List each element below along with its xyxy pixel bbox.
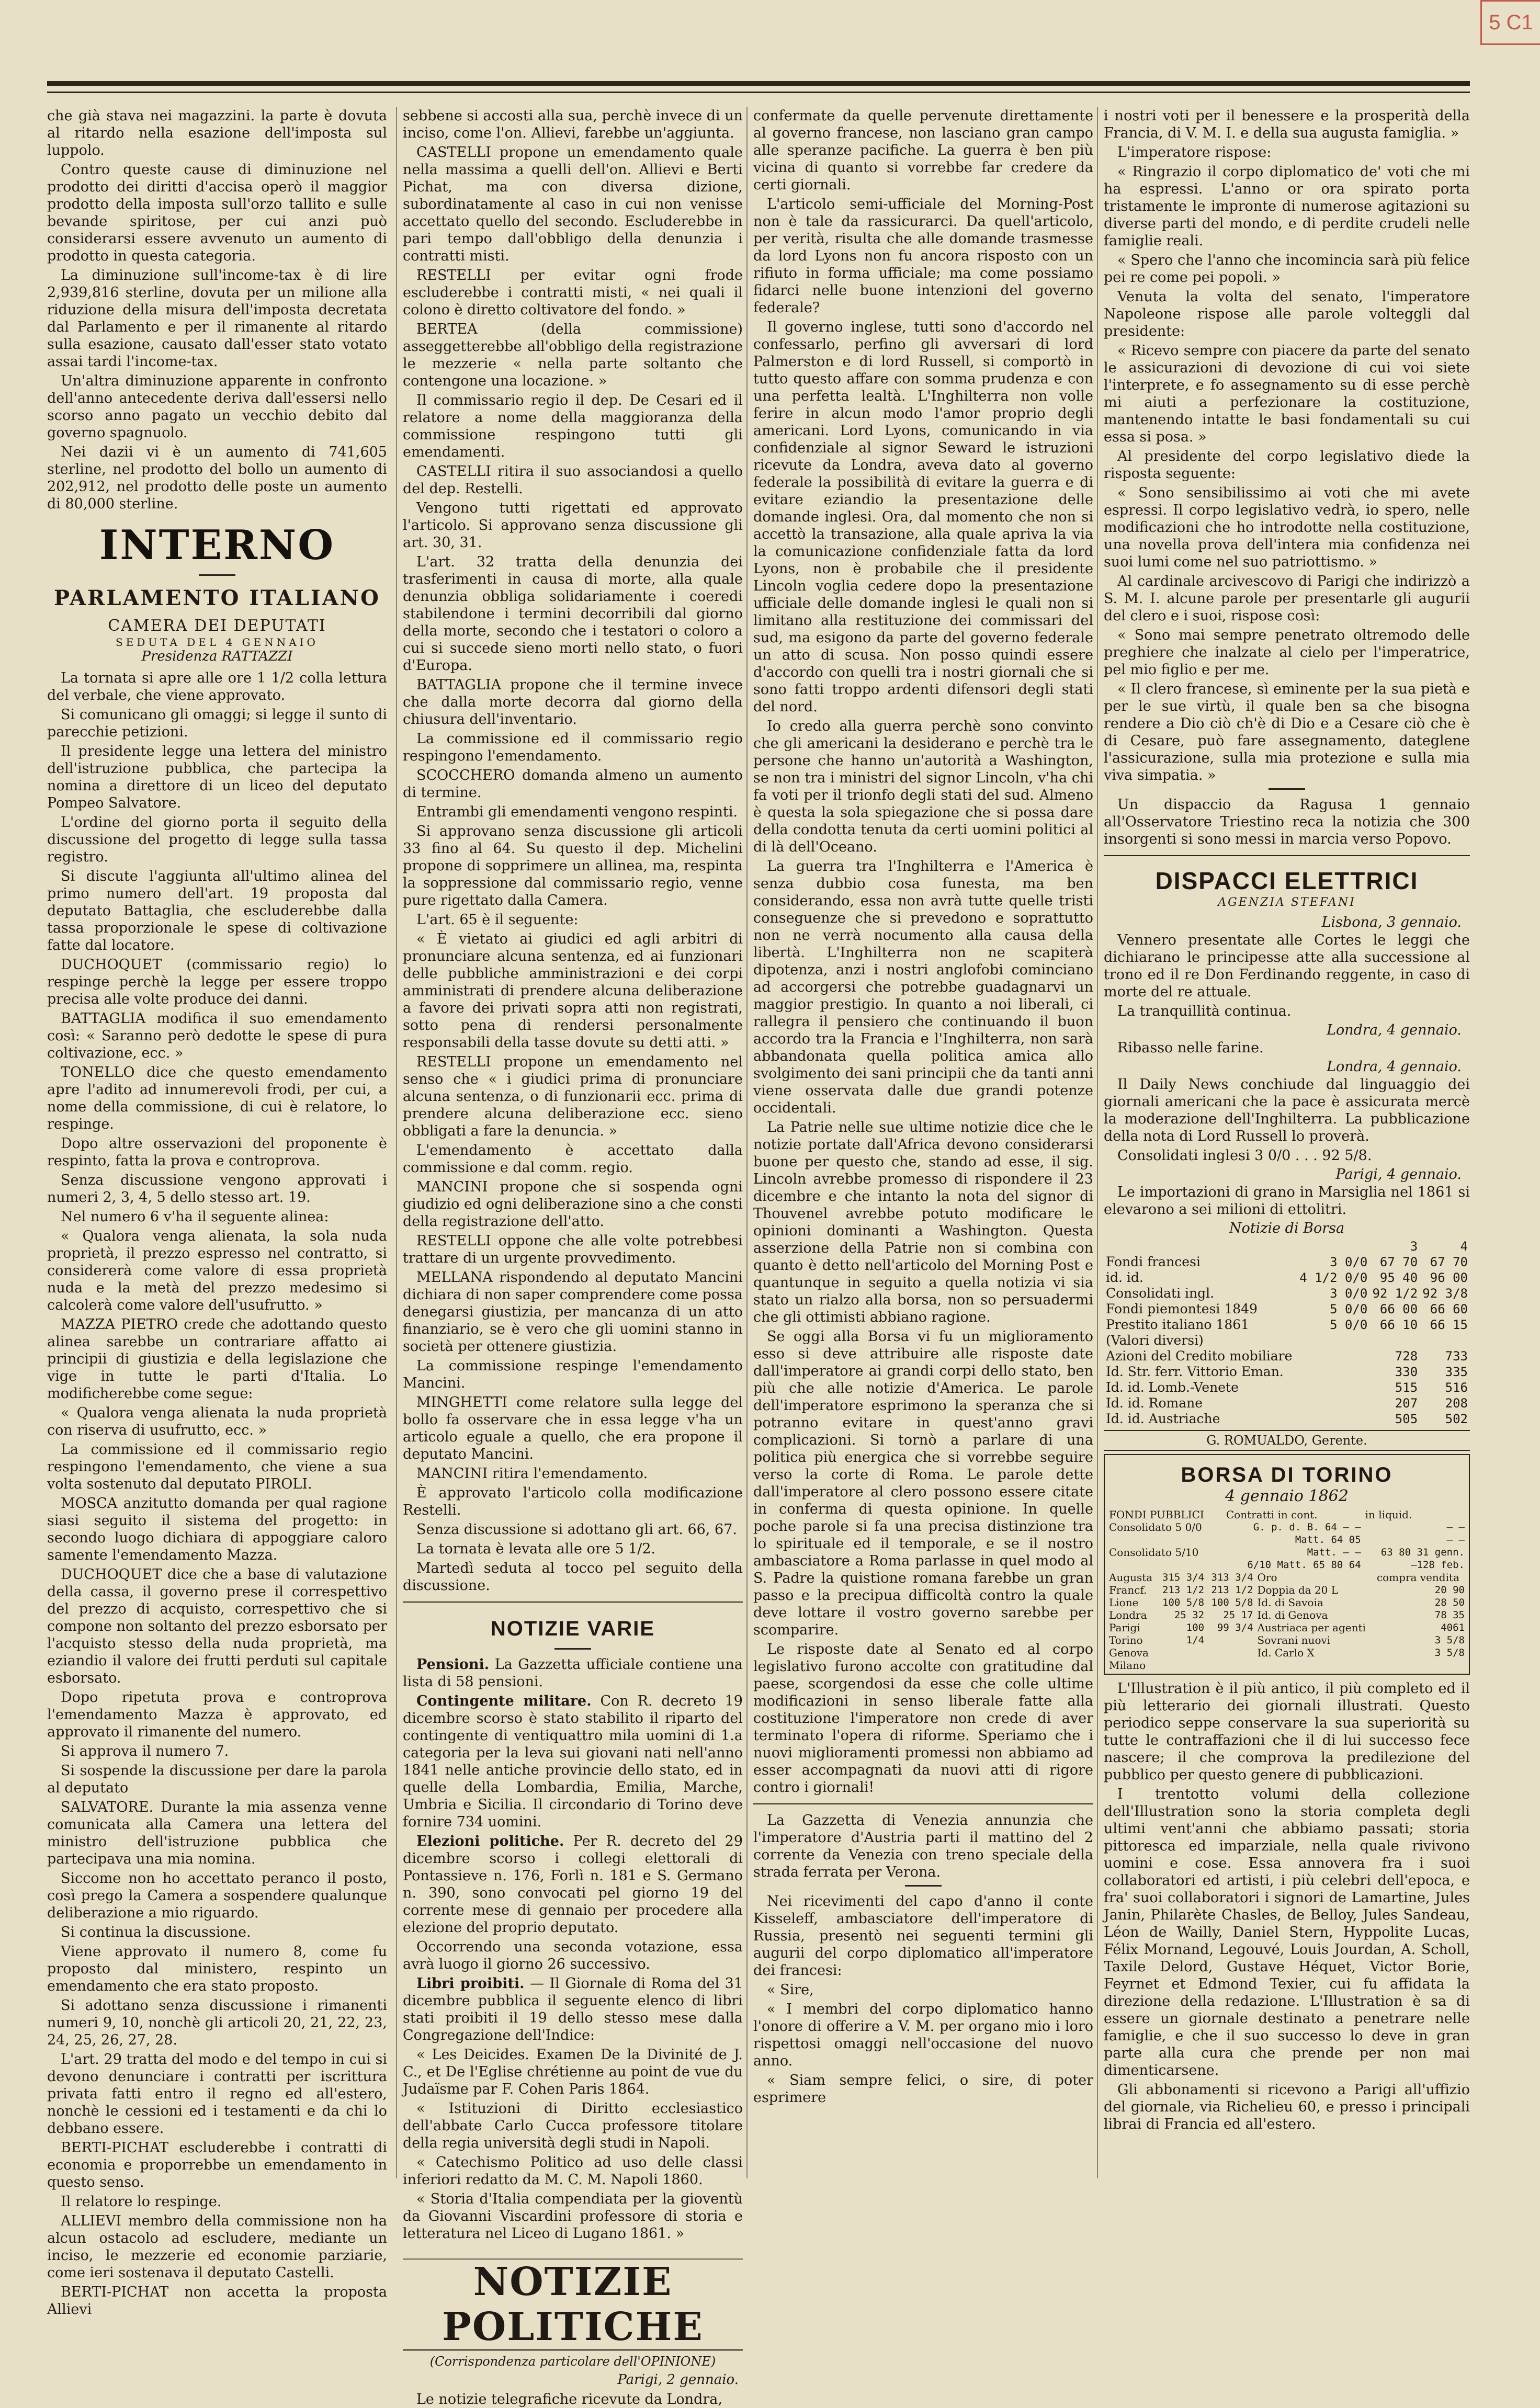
table-cell <box>1107 1559 1224 1571</box>
table-cell: 92 3/8 <box>1422 1286 1468 1301</box>
table-row <box>1104 1364 1470 1380</box>
paragraph: L'Illustration è il più antico, il più completo ed il più letterario dei giornali illustrati. Questo periodico seppe conservare la sua superiorità su tutte le contraffazioni che il di lui successo fece nascere; il che comprova la predilezione del pubblico per questo genere di pubblicazioni. <box>1104 1680 1470 1783</box>
table-cell: Torino <box>1109 1634 1143 1646</box>
paragraph: Nel numero 6 v'ha il seguente alinea: <box>61 1209 329 1225</box>
dateline: Londra, 4 gennaio. <box>1327 1059 1462 1075</box>
paragraph: SALVATORE. Durante la mia assenza venne comunicata alla Camera una lettera del ministro dell'istruzione pubblica che partecipava una mia nomina. <box>47 1799 387 1867</box>
heading-parlamento: PARLAMENTO ITALIANO <box>53 586 381 610</box>
table-row <box>1107 1646 1467 1659</box>
table-cell: 3 5/8 <box>1434 1634 1465 1646</box>
news-item <box>403 1693 743 1831</box>
correspondence-note: (Corrispondenza particolare dell'OPINIONE) <box>429 2354 716 2369</box>
table-cell: Id. di Savoia <box>1257 1596 1323 1609</box>
table-cell: 207 <box>1395 1396 1418 1411</box>
paragraph: La Patrie nelle sue ultime notizie dice che le notizie portate dall'Africa devono considerarsi buone per questo che, stando ad esse, il sig. Lincoln avrebbe promesso di rispondere il 23 dicembre e che intanto la nota del signor di Thouvenel avrebbe potuto modificare le opinioni dominanti a Washington. Questa asserzione della Patrie non si combina con quanto è detto nell'articolo del Morning Post e quantunque in seguito a quella notizia vi sia stato un rialzo alla borsa, non so persuadermi che gli ottimisti abbiano ragione. <box>753 1119 1093 1325</box>
paragraph: Si comunicano gli omaggi; si legge il sunto di parecchie petizioni. <box>47 707 387 740</box>
paragraph: « Ringrazio il corpo diplomatico de' voti che mi ha espressi. L'anno or ora spirato porta tristamente le impronte di numerose agitazioni su diverse parti del mondo, e di perdite crudeli nelle famiglie reali. <box>1104 164 1470 249</box>
dateline: Parigi, 4 gennaio. <box>1335 1166 1462 1183</box>
paragraph: Si discute l'aggiunta all'ultimo alinea del primo numero dell'art. 19 proposta dal deputato Battaglia, che escluderebbe dalla tassa proporzionale le spese di coltivazione fatte dal locatore. <box>47 868 387 953</box>
table-cell: 208 <box>1445 1396 1468 1411</box>
table-cell: (Valori diversi) <box>1106 1333 1204 1348</box>
paragraph: La tornata è levata alle ore 5 1/2. <box>416 1541 656 1557</box>
paragraph: Il relatore lo respinge. <box>61 2194 222 2210</box>
paragraph: Le notizie telegrafiche ricevute da Londra, <box>416 2391 722 2407</box>
table-row <box>1104 1301 1470 1317</box>
corner-mark: 5 C1 <box>1489 11 1533 34</box>
paragraph: che già stava nei magazzini. la parte è dovuta al ritardo nella esazione dell'imposta sul luppolo. <box>47 108 387 158</box>
news-text: — Il Giornale di Roma del 31 dicembre pubblica il seguente elenco di libri stati proibiti il 19 dello stesso mese dalla Congregazione dell'Indice: <box>403 1975 743 2043</box>
news-text: « Les Deicides. Examen De la Divinité de J. C., et De l'Eglise chrétienne au point de vue du Judaïsme par F. Cohen Paris 1864. <box>403 2047 743 2097</box>
paragraph: BATTAGLIA modifica il suo emendamento così: « Saranno però dedotte le spese di pura coltivazione, ecc. » <box>47 1010 387 1061</box>
paragraph: Gli abbonamenti si ricevono a Parigi all'uffizio del giornale, via Richelieu 60, e presso i principali librai di Francia ed all'estero. <box>1104 2082 1470 2132</box>
table-cell: 67 70 <box>1379 1255 1418 1269</box>
table-row <box>1107 1621 1467 1634</box>
paragraph: SCOCCHERO domanda almeno un aumento di termine. <box>403 767 743 801</box>
table-header-row <box>1104 1239 1470 1254</box>
paragraph: La tornata si apre alle ore 1 1/2 colla lettura del verbale, che viene approvato. <box>47 670 387 703</box>
news-lead: Contingente militare. <box>416 1693 592 1709</box>
paragraph: Entrambi gli emendamenti vengono respinti. <box>416 804 738 820</box>
news-item <box>403 1833 743 1936</box>
paragraph: Si approva il numero 7. <box>61 1743 229 1759</box>
table-cell: Consolidato 5/10 <box>1109 1546 1199 1559</box>
table-header-row <box>1107 1508 1467 1521</box>
table-cell: 67 70 <box>1430 1255 1468 1269</box>
paragraph: DUCHOQUET dice che a base di valutazione della cassa, il governo prese il correspettivo del prezzo di acquisto, correspettivo che si compone non soltanto del prezzo esborsato per l'acquisto stesso della nuda proprietà, ma eziandio il valore dei frutti perduti sul capitale esborsato. <box>47 1566 387 1686</box>
paragraph: « Siam sempre felici, o sire, di poter esprimere <box>753 2072 1093 2106</box>
table-cell: 315 3/4 <box>1162 1572 1205 1583</box>
table-cell: 66 15 <box>1430 1317 1468 1332</box>
table-cell <box>1206 1659 1255 1672</box>
paragraph: Nei dazii vi è un aumento di 741,605 sterline, nel prodotto del bollo un aumento di 202,912, nel prodotto delle poste un aumento di 80,000 sterline. <box>47 444 387 512</box>
dateline: Londra, 4 gennaio. <box>1327 1022 1462 1038</box>
table-cell: Austriaca per agenti <box>1257 1621 1366 1634</box>
dateline: Lisbona, 3 gennaio. <box>1321 914 1462 930</box>
stock-table <box>1104 1239 1470 1427</box>
paragraph: Al cardinale arcivescovo di Parigi che indirizzò a S. M. I. alcune parole per presentarle gli augurii del clero e i suoi, rispose così: <box>1104 573 1470 624</box>
paragraph: Il commissario regio il dep. De Cesari ed il relatore a nome della maggioranza della commissione respingono tutti gli emendamenti. <box>403 392 743 460</box>
table-cell: 505 <box>1395 1412 1418 1426</box>
table-header: Contratti in cont. <box>1226 1508 1318 1521</box>
news-text: La Gazzetta ufficiale contiene una lista di 58 pensioni. <box>403 1656 743 1690</box>
divider <box>554 1648 591 1650</box>
table-cell: 25 17 <box>1223 1609 1253 1621</box>
paragraph: Se oggi alla Borsa vi fu un miglioramento esso si deve attribuire alle risposte date dall'imperatore ai grandi corpi dello stato, ben più che alle notizie d'America. Le parole dell'imperatore esprimono la speranza che si potranno evitare in quest'anno gravi complicazioni. Si tornò a parlare di una politica più energica che si vorrebbe seguire verso la corte di Roma. Le parole dette dall'imperatore al clero possono essere citate in conferma di questa opinione. In quelle poche parole si fa una precisa distinzione tra lo spirituale ed il temporale, e se il nostro ambasciatore a Roma parlasse in quel modo al S. Padre la quistione romana farebbe un gran passo e la precipua difficoltà contro la quale deve lottare il vostro governo sarebbe per scomparire. <box>753 1328 1093 1638</box>
borsa-notes-heading: Notizie di Borsa <box>1229 1220 1345 1236</box>
paragraph: Dopo ripetuta prova e controprova l'emendamento Mazza è approvato, ed approvato il rimanente del numero. <box>47 1689 387 1740</box>
column-1 <box>47 107 387 2318</box>
table-cell: Id. Carlo X <box>1257 1646 1315 1659</box>
table-row <box>1104 1395 1470 1411</box>
table-row <box>1104 1270 1470 1286</box>
paragraph: Contro queste cause di diminuzione nel prodotto dei diritti d'accisa operò il maggior prodotto della imposta sull'orzo tallito e sulle bevande spiritose, per cui anzi può considerarsi essere avvenuto un aumento di prodotto in questa categoria. <box>47 162 387 264</box>
table-cell: Genova <box>1109 1646 1149 1659</box>
table-header: 4 <box>1460 1239 1468 1254</box>
paragraph: Venuta la volta del senato, l'imperatore Napoleone rispose alle parole volteggli dal presidente: <box>1104 289 1470 339</box>
table-cell <box>1107 1534 1224 1546</box>
table-cell: id. id. <box>1106 1270 1143 1285</box>
borsa-torino-box <box>1104 1454 1470 1675</box>
table-cell <box>1206 1634 1255 1646</box>
paragraph: L'ordine del giorno porta il seguito della discussione del progetto di legge sulla tassa registro. <box>47 814 387 865</box>
paragraph: i nostri voti per il benessere e la prosperità della Francia, di V. M. I. e della sua augusta famiglia. » <box>1104 108 1470 141</box>
table-cell <box>1297 1395 1370 1411</box>
table-cell: 213 1/2 <box>1162 1584 1205 1596</box>
table-cell: 1/4 <box>1186 1634 1205 1646</box>
table-cell: 213 1/2 <box>1211 1584 1253 1596</box>
news-text: « Catechismo Politico ad uso delle classi inferiori redatto da M. C. M. Napoli 1860. <box>403 2154 743 2188</box>
corner-stamp <box>1480 0 1540 45</box>
paragraph: L'art. 29 tratta del modo e del tempo in cui si devono denunciare i contratti per iscrittura privata fatti entro il regno ed all'estero, nonchè le cessioni ed i testamenti e da chi lo debbano essere. <box>47 2051 387 2137</box>
table-row <box>1104 1254 1470 1270</box>
paragraph: La commissione respinge l'emendamento Mancini. <box>403 1358 743 1391</box>
table-cell: 25 32 <box>1174 1609 1205 1621</box>
table-cell: 3 0/0 <box>1330 1255 1368 1269</box>
paragraph: TONELLO dice che questo emendamento apre l'adito ad innumerevoli frodi, per cui, a nome della commissione, di cui è relatore, lo respinge. <box>47 1064 387 1132</box>
table-cell <box>1297 1380 1370 1395</box>
table-cell: 66 60 <box>1430 1302 1468 1316</box>
table-row <box>1107 1521 1467 1534</box>
table-cell <box>1206 1646 1255 1659</box>
table-cell: 100 5/8 <box>1162 1597 1205 1608</box>
paragraph: BERTI-PICHAT non accetta la proposta Allievi <box>47 2284 387 2318</box>
paragraph: CASTELLI ritira il suo associandosi a quello del dep. Restelli. <box>403 463 743 497</box>
table-cell: Id. id. Romane <box>1106 1395 1203 1411</box>
paragraph: L'imperatore rispose: <box>1117 144 1272 161</box>
table-cell: 28 50 <box>1434 1597 1465 1608</box>
paragraph: L'emendamento è accettato dalla commissione e dal comm. regio. <box>403 1142 743 1176</box>
table-cell: Matt. 64 05 <box>1295 1534 1361 1546</box>
paragraph: Siccome non ho accettato peranco il posto, così prego la Camera a sospendere qualunque deliberazione a mio riguardo. <box>47 1870 387 1921</box>
table-row <box>1107 1534 1467 1546</box>
paragraph: ALLIEVI membro della commissione non ha alcun ostacolo ad escludere, mediante un inciso, le mezzerie ed economie parziarie, come ieri sostenava il deputato Castelli. <box>47 2213 387 2281</box>
table-cell: —128 feb. <box>1411 1559 1465 1571</box>
news-lead: Pensioni. <box>416 1656 490 1673</box>
table-cell: Lione <box>1109 1596 1139 1609</box>
paragraph: MAZZA PIETRO crede che adottando questo alinea sarebbe un contrariare affatto ai principii di giustizia e della legislazione che vige in tutte le parti d'Italia. Lo modificherebbe come segue: <box>47 1316 387 1402</box>
paragraph: DUCHOQUET (commissario regio) lo respinge perchè la legge per essere troppo precisa alle volte produce dei danni. <box>47 957 387 1007</box>
paragraph: La commissione ed il commissario regio respingono l'emendamento, che viene a sua volta sostenuto dal deputato PIROLI. <box>47 1441 387 1492</box>
divider <box>753 1803 1093 1804</box>
paragraph: « I membri del corpo diplomatico hanno l'onore di offerire a V. M. per organo mio i loro rispettosi omaggi nell'occasione del nuovo anno. <box>753 2001 1093 2069</box>
news-text: « Storia d'Italia compendiata per la gioventù da Giovanni Viscardini professore di storia e letteratura nel Liceo di Lugano 1861. » <box>403 2191 743 2242</box>
news-text: « Istituzioni di Diritto ecclesiastico dell'abbate Carlo Cucca professore titolare della regia università degli studi in Napoli. <box>403 2100 743 2151</box>
table-cell: 100 <box>1186 1622 1205 1633</box>
table-cell: 335 <box>1445 1365 1468 1379</box>
paragraph: La diminuzione sull'income-tax è di lire 2,939,816 sterline, dovuta per un milione alla riduzione della misura dell'imposta decretata dal Parlamento e per il rimanente al ritardo sulla esazione, causato dall'esser stato votato assai tardi l'income-tax. <box>47 267 387 370</box>
table-row <box>1107 1571 1467 1584</box>
paragraph: « Qualora venga alienata, la sola nuda proprietà, il prezzo espresso nel contratto, si considererà come valore di essa proprietà nuda e la metà del prezzo medesimo si calcolerà come valore dell'usufrutto. » <box>47 1228 387 1313</box>
paragraph: BERTEA (della commissione) asseggetterebbe all'obbligo della registrazione le mezzerie « nella parte soltanto che contengone una locazione. » <box>403 321 743 389</box>
news-item <box>403 1656 743 1690</box>
table-cell <box>1297 1411 1370 1427</box>
column-separator <box>1097 107 1098 2178</box>
table-cell: 330 <box>1395 1365 1418 1379</box>
table-header: in liquid. <box>1365 1508 1412 1521</box>
paragraph: La guerra tra l'Inghilterra e l'America è senza dubbio cosa funesta, ma ben considerando, essa non avrà tutte quelle tristi conseguenze che si prevedono e soprattutto non ne verrà nocumento alla causa della libertà. L'Inghilterra non ne scapiterà dipotenza, anzi i nostri anglofobi cominciano ad accorgersi che potrebbe guadagnarvi un maggior prestigio. In quanto a noi liberali, ci rallegra il pensiero che continuando il buon accordo tra la Francia e l'Inghilterra, non sarà abbandonata quella politica amica allo svolgimento dei sani principii che da tanti anni viene osservata dalle due grandi potenze occidentali. <box>753 858 1093 1116</box>
divider <box>403 1601 743 1603</box>
table-cell: 728 <box>1395 1349 1418 1364</box>
table-cell <box>1158 1646 1206 1659</box>
table-cell: 66 10 <box>1379 1317 1418 1332</box>
paragraph: Il presidente legge una lettera del ministro dell'istruzione pubblica, che partecipa la nomina a direttore di un liceo del deputato Pompeo Salvatore. <box>47 743 387 811</box>
table-cell: 95 40 <box>1379 1270 1418 1285</box>
table-cell: Sovrani nuovi <box>1257 1634 1331 1646</box>
paragraph: « Ricevo sempre con piacere da parte del senato le assicurazioni di devozione di cui voi siete l'interprete, e fo assegnamento su di esse perchè mi aiuti a perfezionare la costituzione, mantenendo intatte le basi fondamentali su cui essa si posa. » <box>1104 343 1470 445</box>
paragraph: Le importazioni di grano in Marsiglia nel 1861 si elevarono a sei milioni di ettolitri. <box>1104 1184 1470 1218</box>
table-cell: Londra <box>1109 1609 1147 1621</box>
table-cell: 516 <box>1445 1380 1468 1395</box>
table-row <box>1107 1596 1467 1609</box>
paragraph: L'art. 65 è il seguente: <box>416 912 579 928</box>
table-row <box>1104 1411 1470 1427</box>
table-cell: Id. Str. ferr. Vittorio Eman. <box>1106 1364 1284 1379</box>
news-item <box>403 2154 743 2188</box>
paragraph: « È vietato ai giudici ed agli arbitri di pronunciare alcuna sentenza, ed ai funzionari delle pubbliche amministrazioni e dei corpi amministrati di prendere alcuna deliberazione a favore dei privati sopra atti non registrati, sotto pena di rendersi personalmente responsabili della tasse dovute su detti atti. » <box>403 931 743 1051</box>
table-cell: 100 5/8 <box>1211 1597 1253 1608</box>
paragraph: MINGHETTI come relatore sulla legge del bollo fa osservare che in essa legge v'ha un articolo eguale a quello, che era propone il deputato Mancini. <box>403 1394 743 1462</box>
news-item <box>403 2190 743 2242</box>
table-cell: 6/10 Matt. 65 80 64 <box>1247 1559 1361 1571</box>
paragraph: RESTELLI per evitar ogni frode escluderebbe i contratti misti, « nei quali il colono è diretto coltivatore del fondo. » <box>403 267 743 318</box>
paragraph: Vengono tutti rigettati ed approvato l'articolo. Si approvano senza discussione gli art. 30, 31. <box>403 500 743 551</box>
paragraph: MELLANA rispondendo al deputato Mancini dichiara di non saper comprendere come possa denegarsi giustizia, per mancanza di un atto finanziario, se è vero che gli uomini stanno in società per ottenere giustizia. <box>403 1269 743 1355</box>
paragraph: Un dispaccio da Ragusa 1 gennaio all'Osservatore Triestino reca la notizia che 300 insorgenti si sono messi in marcia verso Popovo. <box>1104 797 1470 847</box>
divider <box>905 1885 942 1887</box>
paragraph: Un'altra diminuzione apparente in confronto dell'anno antecedente deriva dall'essersi nello scorso anno pagato un vecchio debito dal governo spagnuolo. <box>47 373 387 441</box>
paragraph: « Sire, <box>767 1982 814 1998</box>
table-cell: 20 90 <box>1434 1584 1465 1596</box>
table-cell: Fondi piemontesi 1849 <box>1106 1301 1258 1316</box>
table-cell: 96 00 <box>1430 1270 1468 1285</box>
paragraph: RESTELLI oppone che alle volte potrebbesi trattare di un urgente provvedimento. <box>403 1233 743 1266</box>
table-row <box>1107 1546 1467 1559</box>
news-lead: Elezioni politiche. <box>416 1833 564 1849</box>
paragraph: Le risposte date al Senato ed al corpo legislativo furono accolte con gratitudine dal paese, scorgendosi da esse che colle ultime modificazioni in senso liberale fatte alla costituzione l'imperatore non crede di aver terminato l'opera di riforme. Speriamo che i nuovi miglioramenti promessi non abbiamo ad esser accompagnati da nuovi atti di rigore contro i giornali! <box>753 1641 1093 1796</box>
table-cell: — — <box>1446 1534 1465 1546</box>
fondi-table <box>1107 1508 1467 1571</box>
paragraph: « Qualora venga alienata la nuda proprietà con riserva di usufrutto, ecc. » <box>47 1405 387 1438</box>
table-row <box>1104 1286 1470 1301</box>
table-cell: 4 1/2 0/0 <box>1299 1270 1368 1285</box>
table-cell <box>1158 1659 1206 1672</box>
table-cell: 502 <box>1445 1412 1468 1426</box>
table-cell: 63 80 31 genn. <box>1380 1547 1465 1558</box>
table-cell <box>1369 1333 1420 1348</box>
table-cell: — — <box>1446 1521 1465 1533</box>
paragraph: confermate da quelle pervenute direttamente al governo francese, non lasciano gran campo alle speranze pacifiche. La guerra è ben più vicina di quanto si vorrebbe far credere da certi giornali. <box>753 108 1093 193</box>
table-cell: 78 35 <box>1434 1609 1465 1621</box>
table-cell: 4061 <box>1441 1622 1465 1633</box>
paragraph: « Sono mai sempre penetrato oltremodo delle preghiere che inalzate al cielo per l'imperatrice, pel mio figlio e per me. <box>1104 627 1470 678</box>
divider <box>1104 855 1470 856</box>
table-row <box>1104 1348 1470 1364</box>
table-cell: 515 <box>1395 1380 1418 1395</box>
table-cell: Francf. <box>1109 1584 1147 1596</box>
paragraph: I trentotto volumi della collezione dell'Illustration sono la storia completa degli ultimi vent'anni che abbiamo passati; storia pittoresca ed imparziale, nella quale rivivono uomini e cose. Essa annovera fra i suoi collaboratori ed artisti, i più celebri dell'epoca, e fra' suoi collaboratori i signori de Lamartine, Jules Janin, Philarète Chasles, de Belloy, Jules Sandeau, Léon de Wailly, Daniel Stern, Hyppolite Lucas, Félix Mornand, Legouvé, Louis Jourdan, A. Scholl, Taxile Delord, Gustave Héquet, Victor Borie, Feyrnet et Edmond Texier, cui fu affidata la direzione della redazione. L'Illustration è sa di essere un giornale destinato a penetrare nelle famiglie, e che il suo successo lo deve in gran parte alla cura che prende per non mai dimenticarsene. <box>1104 1786 1470 2078</box>
column-separator <box>746 107 748 2178</box>
paragraph: Il Daily News conchiude dal linguaggio dei giornali americani che la pace è assicurata mercè la moderazione dell'Inghilterra. La pubblicazione della nota di Lord Russell lo proverà. <box>1104 1076 1470 1144</box>
table-cell: 92 1/2 <box>1372 1286 1418 1301</box>
seduta-date: SEDUTA DEL 4 GENNAIO <box>116 636 319 649</box>
gerente-signature: G. ROMUALDO, Gerente. <box>1104 1430 1470 1451</box>
paragraph: Nei ricevimenti del capo d'anno il conte Kisseleff, ambasciatore dell'imperatore di Russia, presentò nei seguenti termini gli augurii del corpo diplomatico all'imperatore dei francesi: <box>753 1893 1093 1979</box>
table-cell: 733 <box>1445 1349 1468 1364</box>
paragraph: La commissione ed il commissario regio respingono l'emendamento. <box>403 731 743 764</box>
table-cell: compra vendita <box>1376 1571 1459 1584</box>
table-cell: Azioni del Credito mobiliare <box>1106 1348 1293 1364</box>
paragraph: Consolidati inglesi 3 0/0 . . . 92 5/8. <box>1117 1148 1372 1164</box>
paragraph: L'articolo semi-ufficiale del Morning-Post non è tale da rassicurarci. Da quell'articolo, per verità, risulta che alle domande trasmesse da lord Lyons non fu ancora risposto con un rifiuto in forma ufficiale; ma come possiamo fidarci nelle buone intenzioni del governo federale? <box>753 196 1093 316</box>
paragraph: « Spero che l'anno che incomincia sarà più felice pei re come pei popoli. » <box>1104 252 1470 286</box>
news-text: Con R. decreto 19 dicembre scorso è stato stabilito il riparto del contingente di ventiquattro mila uomini di 1.a categoria per la leva sui giovani nati nell'anno 1841 nelle antiche provincie dello stato, ed in quelle della Lombardia, Emilia, Marche, Umbria e Sicilia. Il circondario di Torino deve fornire 734 uomini. <box>403 1693 743 1830</box>
table-cell: Id. id. Lomb.-Venete <box>1106 1380 1239 1395</box>
heading-borsa-torino: BORSA DI TORINO <box>1181 1463 1393 1486</box>
table-row <box>1104 1333 1470 1348</box>
table-cell <box>1375 1659 1467 1672</box>
heading-camera: CAMERA DEI DEPUTATI <box>108 617 326 635</box>
paragraph: Si sospende la discussione per dare la parola al deputato <box>47 1763 387 1796</box>
cambi-table <box>1107 1571 1467 1672</box>
table-cell <box>1104 1239 1297 1254</box>
paragraph: Senza discussione vengono approvati i numeri 2, 3, 4, 5 dello stesso art. 19. <box>47 1172 387 1206</box>
paragraph: Ribasso nelle farine. <box>1117 1040 1264 1056</box>
news-item <box>403 2046 743 2098</box>
top-rule-thin <box>47 92 1470 93</box>
news-item <box>403 2100 743 2152</box>
paragraph: Martedì seduta al tocco pel seguito della discussione. <box>403 1560 743 1594</box>
table-cell: Id. di Genova <box>1257 1609 1328 1621</box>
paragraph: Si continua la discussione. <box>61 1924 251 1940</box>
table-cell: G. p. d. B. 64 — — <box>1253 1521 1361 1533</box>
presidenza: Presidenza RATTAZZI <box>141 649 293 664</box>
agency-name: AGENZIA STEFANI <box>1218 896 1356 909</box>
paragraph: Al presidente del corpo legislativo diede la risposta seguente: <box>1104 448 1470 482</box>
table-cell: Fondi francesi <box>1106 1254 1201 1269</box>
table-cell: 3 5/8 <box>1434 1647 1465 1659</box>
paragraph: MOSCA anzitutto domanda per qual ragione siasi seguito il sistema del progetto: in secondo luogo dichiara di appoggiare caloro samente l'emendamento Mazza. <box>47 1495 387 1563</box>
heading-dispacci-elettrici: DISPACCI ELETTRICI <box>1155 867 1419 894</box>
top-rule <box>47 81 1470 86</box>
paragraph: RESTELLI propone un emendamento nel senso che « i giudici prima di pronunciare alcuna sentenza, o di funzionarii ecc. prima di prendere alcuna deliberazione ecc. sieno obbligati a fare la denuncia. » <box>403 1054 743 1139</box>
table-cell: Matt. — — <box>1307 1547 1361 1558</box>
paragraph: Io credo alla guerra perchè sono convinto che gli americani la desiderano e perchè tra le persone che hanno un'autorità a Washington, se non tra i ministri del signor Lincoln, v'ha chi fa voti per il trionfo degli stati del sud. Almeno è questa la sola spiegazione che si possa dare della condotta tenuta da certi uomini politici al di là dell'Oceano. <box>753 718 1093 855</box>
paragraph: sebbene si accosti alla sua, perchè invece di un inciso, come l'on. Allievi, farebbe un'aggiunta. <box>403 108 743 141</box>
borsa-date: 4 gennaio 1862 <box>1225 1487 1349 1505</box>
divider <box>1269 788 1305 790</box>
table-row <box>1107 1584 1467 1596</box>
table-cell: Id. id. Austriache <box>1106 1411 1220 1426</box>
heading-notizie-politiche: NOTIZIE POLITICHE <box>403 2258 743 2351</box>
table-cell: 313 3/4 <box>1211 1572 1253 1583</box>
news-text: Occorrendo una seconda votazione, essa avrà luogo il giorno 26 successivo. <box>403 1939 743 1972</box>
paragraph: Si approvano senza discussione gli articoli 33 fino al 64. Su questo il dep. Michelini propone di sopprimere un allinea, ma, respinta la soppressione dal commissario regio, venne pure rigettato dalla Camera. <box>403 823 743 908</box>
divider <box>199 574 235 576</box>
table-cell: 66 00 <box>1379 1302 1418 1316</box>
table-row <box>1107 1659 1467 1672</box>
paragraph: MANCINI ritira l'emendamento. <box>416 1466 648 1482</box>
table-cell: Consolidati ingl. <box>1106 1286 1215 1301</box>
table-cell <box>1297 1348 1370 1364</box>
section-heading-interno: INTERNO <box>99 521 335 569</box>
news-item <box>403 1938 743 1973</box>
paragraph: Vennero presentate alle Cortes le leggi che dichiarano le principesse atte alla successione al trono ed il re Don Ferdinando reggente, in caso di morte del re attuale. <box>1104 932 1470 1000</box>
table-cell: Doppia da 20 L <box>1257 1584 1339 1596</box>
news-item <box>403 1975 743 2044</box>
column-2 <box>403 107 743 2407</box>
paragraph: Si adottano senza discussione i rimanenti numeri 9, 10, nonchè gli articoli 20, 21, 22, 23, 24, 25, 26, 27, 28. <box>47 1997 387 2048</box>
news-lead: Libri proibiti. <box>416 1975 525 1992</box>
paragraph: BATTAGLIA propone che il termine invece che dalla morte decorra dal giorno della chiusura dell'inventario. <box>403 677 743 728</box>
paragraph: Senza discussione si adottano gli art. 66, 67. <box>416 1521 737 1538</box>
table-cell <box>1297 1364 1370 1380</box>
paragraph: « Il clero francese, sì eminente per la sua pietà e per le sue virtù, il quale ben sa che bisogna rendere a Dio ciò ch'è di Dio e a Cesare ciò che è di Cesare, può fare assegnamento, dateglene l'assicurazione, sulla mia protezione e sulla mia viva simpatia. » <box>1104 681 1470 783</box>
column-4 <box>1104 107 1470 2178</box>
paragraph: MANCINI propone che si sospenda ogni giudizio ed ogni deliberazione sino a che consti della registrazione dell'atto. <box>403 1179 743 1230</box>
heading-notizie-varie: NOTIZIE VARIE <box>490 1617 655 1640</box>
table-header: 3 <box>1410 1239 1418 1254</box>
table-row <box>1107 1609 1467 1621</box>
paragraph: CASTELLI propone un emendamento quale nella massima a quelli dell'on. Allievi e Berti Pichat, ma con diversa dizione, subordinatamente al caso in cui non venisse accettato quello del secondo. Escluderebbe in pari tempo dall'obbligo della denunzia i contratti misti. <box>403 144 743 264</box>
paragraph: « Sono sensibilissimo ai voti che mi avete espressi. Il corpo legislativo vedrà, io spero, nelle modificazioni che ho introdotte nella costituzione, una novella prova dell'intera mia confidenza nei suoi lumi come nel suo patriottismo. » <box>1104 485 1470 570</box>
table-cell: Augusta <box>1109 1571 1153 1584</box>
table-row <box>1107 1559 1467 1571</box>
table-cell <box>1297 1239 1370 1254</box>
paragraph: Dopo altre osservazioni del proponente è respinto, fatta la prova e controprova. <box>47 1135 387 1169</box>
column-3 <box>753 107 1093 2178</box>
table-cell: Milano <box>1109 1659 1146 1672</box>
table-cell: Prestito italiano 1861 <box>1106 1317 1250 1332</box>
table-cell: 99 3/4 <box>1217 1622 1253 1633</box>
table-cell <box>1297 1333 1370 1348</box>
column-separator <box>396 107 397 2178</box>
paragraph: Il governo inglese, tutti sono d'accordo nel confessarlo, perfino gli avversari di lord Palmerston e di lord Russell, si comportò in tutto questo affare con somma prudenza e con una perfetta lealtà. L'Inghilterra non volle ferire in alcun modo l'amor proprio degli americani. Lord Lyons, comunicando in via confidenziale al signor Seward le istruzioni ricevute da Londra, aveva dato al governo federale la possibilità di evitare la guerra e di evitare eziandio la presentazione delle domande inglesi. Ora, dal momento che non si accettò la transazione, alla quale apriva la via la comunicazione confidenziale fatta da lord Lyons, non è probabile che il presidente Lincoln voglia cedere dopo la presentazione ufficiale delle domande inglesi le quali non si limitano alla restituzione dei commissari del sud, ma esigono da parte del governo federale un atto di scusa. Non posso quindi essere d'accordo con quelli tra i nostri giornali che si sono fatti troppo ardenti difensori degli stati del nord. <box>753 319 1093 715</box>
paragraph: Viene approvato il numero 8, come fu proposto dal ministero, respinto un emendamento che era stato proposto. <box>47 1944 387 1994</box>
paragraph: La tranquillità continua. <box>1117 1003 1292 1019</box>
news-text: Per R. decreto del 29 dicembre scorso i collegi elettorali di Pontassieve n. 176, Forlì n. 181 e S. Germano n. 390, sono convocati pel giorno 19 del corrente mese di gennaio per procedere alla elezione del proprio deputato. <box>403 1833 743 1936</box>
table-row <box>1104 1317 1470 1333</box>
table-cell <box>1420 1333 1470 1348</box>
paragraph: È approvato l'articolo colla modificazione Restelli. <box>403 1485 743 1518</box>
table-cell: 5 0/0 <box>1330 1317 1368 1332</box>
table-cell: Oro <box>1257 1571 1277 1584</box>
table-cell <box>1255 1659 1375 1672</box>
paragraph: BERTI-PICHAT escluderebbe i contratti di economia e proporrebbe un emendamento in questo senso. <box>47 2140 387 2190</box>
paragraph: L'art. 32 tratta della denunzia dei trasferimenti in causa di morte, alla quale denunzia obbliga solidariamente i coeredi stabilendone i termini decorribili dal giorno della morte, secondo che i testatori o coloro a cui si succede sieno morti nello stato, o fuori d'Europa. <box>403 554 743 674</box>
table-header: FONDI PUBBLICI <box>1109 1508 1204 1521</box>
paragraph: La Gazzetta di Venezia annunzia che l'imperatore d'Austria parti il mattino del 2 corrente da Venezia con treno speciale della strada ferrata per Verona. <box>753 1812 1093 1880</box>
table-cell: 3 0/0 <box>1330 1286 1368 1301</box>
table-cell: Parigi <box>1109 1621 1140 1634</box>
dateline: Parigi, 2 gennaio. <box>617 2372 739 2388</box>
table-row <box>1104 1380 1470 1395</box>
table-row <box>1107 1634 1467 1646</box>
table-cell: 5 0/0 <box>1330 1302 1368 1316</box>
table-cell: Consolidato 5 0/0 <box>1109 1521 1202 1534</box>
